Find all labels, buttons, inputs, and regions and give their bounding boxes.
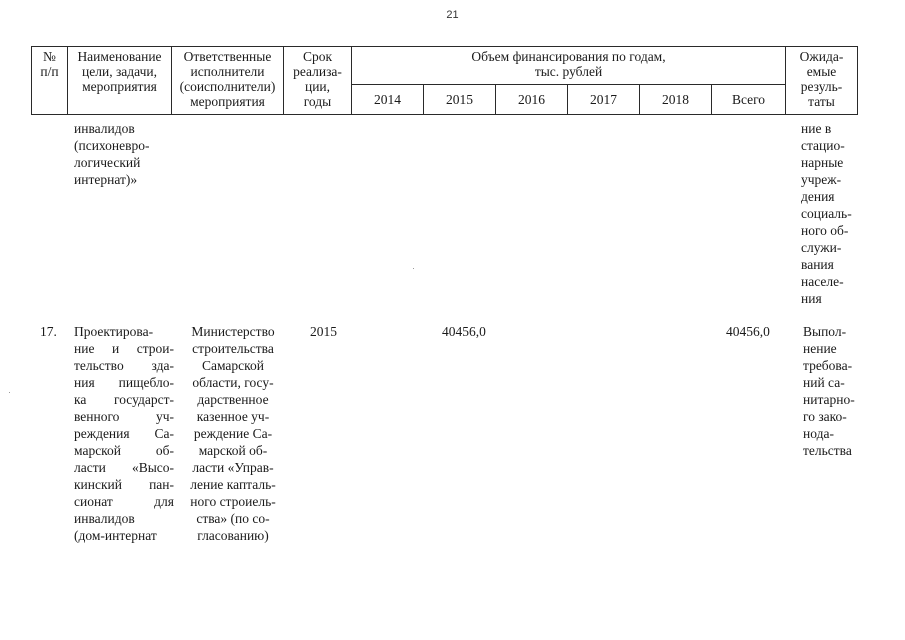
continuation-result-line: ния [801,291,822,306]
table-header [31,46,858,115]
row-name-line: (дом-интернат [74,528,157,543]
row-name-line: сионат для [74,494,174,509]
row-amount-2015: 40456,0 [442,324,486,339]
row-name-line: венного уч- [74,409,174,424]
continuation-result-line: ного об- [801,223,849,238]
row-result-line: тельства [803,443,852,458]
continuation-name-line: (психоневро- [74,138,150,153]
page-number: 21 [446,9,459,21]
header-year-2018: 2018 [640,85,712,115]
row-result-line: нение [803,341,837,356]
row-responsible-line: ление капталь- [190,477,276,492]
header-col-name: Наименование цели, задачи, мероприятия [68,47,172,115]
row-result-line: Выпол- [803,324,847,339]
row-responsible-line: ласти «Управ- [192,460,274,475]
row-responsible-line: Самарской [201,358,265,373]
row-amount-total: 40456,0 [726,324,770,339]
row-result-line: нода- [803,426,834,441]
row-responsible-line: ного строиель- [190,494,276,509]
header-col-term: Срок реализа- ции, годы [284,47,352,115]
header-year-2014: 2014 [352,85,424,115]
header-year-2015: 2015 [424,85,496,115]
header-col-funding: Объем финансирования по годам, тыс. рублей [352,47,786,85]
row-term: 2015 [310,324,337,339]
row-name-line: реждения Са- [74,426,174,441]
row-result-line: го зако- [803,409,847,424]
header-year-2017: 2017 [568,85,640,115]
continuation-name-line: логический [74,155,141,170]
row-result-line: требова- [803,358,853,373]
header-year-2016: 2016 [496,85,568,115]
header-col-responsible: Ответственные исполнители (соисполнители) мероприятия [172,47,284,115]
row-responsible-line: казенное уч- [196,409,270,424]
header-year-total: Всего [712,85,786,115]
row-name-line: кинский пан- [74,477,174,492]
row-number: 17. [40,324,57,339]
continuation-result-line: нарные [801,155,844,170]
continuation-result-line: дения [801,189,835,204]
continuation-name-line: инвалидов [74,121,135,136]
row-responsible-line: Министерство [191,324,275,339]
row-name-line: Проектирова- [74,324,154,339]
continuation-name-line: интернат)» [74,172,138,187]
continuation-result-line: стацио- [801,138,845,153]
row-name-line: марской об- [74,443,174,458]
continuation-result-line: социаль- [801,206,852,221]
row-name-line: ласти «Высо- [74,460,174,475]
row-name-line: тельство зда- [74,358,174,373]
continuation-result-line: населе- [801,274,844,289]
header-col-result: Ожида- емые резуль- таты [786,47,858,115]
row-responsible-line: области, госу- [192,375,274,390]
continuation-result-line: учреж- [801,172,842,187]
scan-speck [9,392,10,393]
row-responsible-line: реждение Са- [193,426,273,441]
row-name-line: ние и строи- [74,341,174,356]
row-responsible-line: ства» (по со- [196,511,270,526]
header-col-number: № п/п [32,47,68,115]
row-responsible-line: гласованию) [197,528,269,543]
row-name-line: инвалидов [74,511,135,526]
row-result-line: ний са- [803,375,845,390]
row-name-line: ка государст- [74,392,174,407]
row-responsible-line: дарственное [197,392,269,407]
continuation-result-line: вания [801,257,834,272]
continuation-result-line: служи- [801,240,842,255]
row-result-line: нитарно- [803,392,855,407]
row-responsible-line: строительства [192,341,274,356]
continuation-result-line: ние в [801,121,832,136]
row-responsible-line: марской об- [198,443,268,458]
row-name-line: ния пищебло- [74,375,174,390]
scan-speck [413,268,414,269]
